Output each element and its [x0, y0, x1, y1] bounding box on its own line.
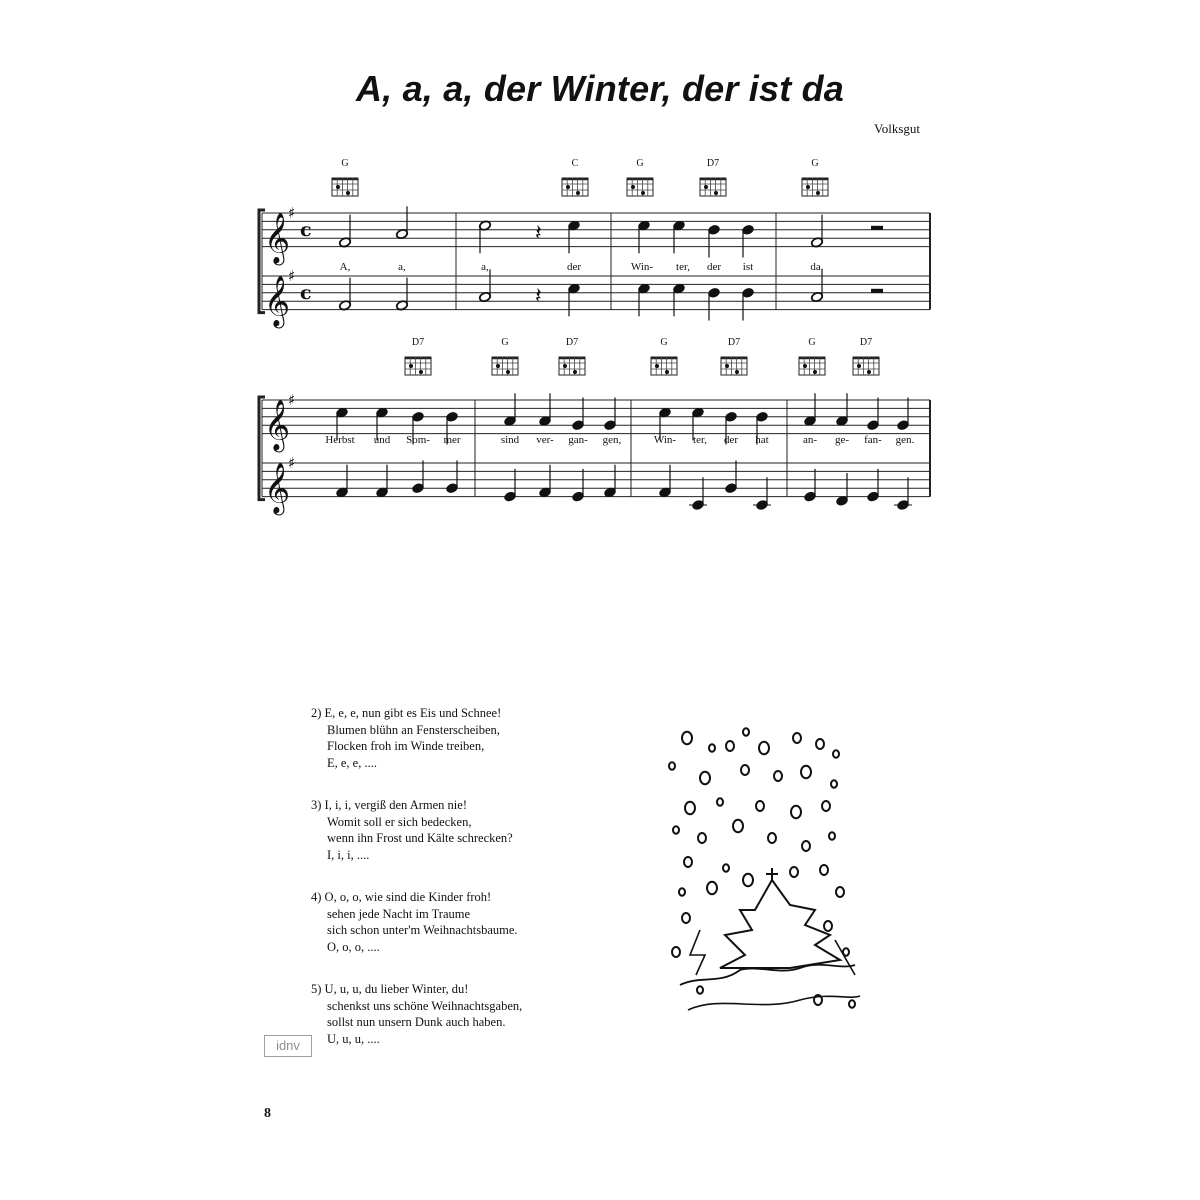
- verse-line: sich schon unter'm Weihnachtsbaume.: [327, 923, 518, 937]
- chord-label: D7: [727, 337, 741, 348]
- treble-clef-icon: 𝄞: [264, 399, 291, 451]
- chord-label: C: [571, 158, 579, 169]
- tree-star: [766, 868, 778, 880]
- verse-line: E, e, e, ....: [327, 755, 377, 770]
- snowflake: [774, 771, 782, 781]
- snowflake: [672, 947, 680, 957]
- lyric-syllable: der: [706, 261, 722, 273]
- verse-number: 4): [311, 890, 322, 904]
- lyric-syllable: fan-: [864, 434, 882, 446]
- lyric-syllable: a,: [398, 261, 406, 273]
- snowflake: [831, 780, 837, 788]
- verse-line: schenkst uns schöne Weihnachtsgaben,: [327, 998, 523, 1013]
- snowflake: [698, 833, 706, 843]
- snowflake: [717, 798, 723, 806]
- snowflake: [836, 887, 844, 897]
- lyric-syllable: ter,: [693, 434, 707, 446]
- chord-label: G: [660, 337, 668, 348]
- verse-line: O, o, o, ....: [327, 939, 380, 954]
- snowflake: [743, 874, 753, 887]
- branch: [835, 940, 855, 975]
- verse-line: E, e, e, nun gibt es Eis und Schnee!: [324, 706, 502, 720]
- lyric-syllable: an-: [802, 434, 818, 446]
- verse-line: sollst nun unsern Dunk auch haben.: [327, 1015, 506, 1029]
- sharp-icon: ♯: [288, 204, 296, 222]
- verse-line: I, i, i, vergiß den Armen nie!: [324, 798, 467, 812]
- snowflake: [743, 728, 749, 736]
- snowflake: [802, 841, 810, 851]
- snowflake: [833, 750, 839, 758]
- chord-label: D7: [565, 337, 579, 348]
- lyric-syllable: da.: [810, 261, 824, 273]
- lyric-syllable: A,: [339, 261, 351, 273]
- treble-clef-icon: 𝄞: [264, 212, 291, 264]
- snowflake: [723, 864, 729, 872]
- snowflake: [726, 741, 734, 751]
- snowflake: [682, 732, 692, 745]
- verse-line: U, u, u, ....: [327, 1031, 380, 1046]
- snowflake: [756, 801, 764, 811]
- small-tree: [690, 930, 705, 975]
- lyric-syllable: und: [373, 434, 391, 446]
- lyric-syllable: der: [566, 261, 582, 273]
- song-title: A, a, a, der Winter, der ist da: [355, 68, 845, 109]
- lyric-syllable: gen,: [602, 434, 622, 446]
- lyric-syllable: hat: [755, 434, 769, 446]
- snowflake: [801, 766, 811, 779]
- snowflake: [824, 921, 832, 931]
- composer-credit: Volksgut: [874, 121, 920, 136]
- chord-label: G: [811, 158, 819, 169]
- common-time-icon: c: [300, 218, 312, 241]
- verse-line: O, o, o, wie sind die Kinder froh!: [324, 890, 492, 904]
- lyric-syllable: Win-: [630, 261, 654, 273]
- verse-number: 5): [311, 982, 322, 996]
- verse-line: wenn ihn Frost und Kälte schrecken?: [327, 831, 513, 845]
- snowflake: [685, 802, 695, 815]
- lyric-syllable: gen.: [895, 434, 915, 446]
- verse-line: sehen jede Nacht im Traume: [327, 906, 471, 921]
- verse-line: I, i, i, ....: [327, 847, 370, 862]
- chord-label: G: [501, 337, 509, 348]
- lyric-syllable: mer: [443, 434, 461, 446]
- snowflake: [697, 986, 703, 994]
- page-number: 8: [264, 1106, 271, 1121]
- chord-label: D7: [706, 158, 720, 169]
- treble-clef-icon: 𝄞: [264, 462, 291, 514]
- lyric-syllable: gan-: [568, 434, 588, 446]
- common-time-icon: c: [300, 281, 312, 304]
- snowflake: [820, 865, 828, 875]
- quarter-rest-icon: 𝄽: [535, 221, 542, 247]
- snowflake: [669, 762, 675, 770]
- lyric-syllable: ge-: [834, 434, 850, 446]
- verse-number: 3): [311, 798, 322, 812]
- snowflake: [682, 913, 690, 923]
- lyric-syllable: der: [723, 434, 739, 446]
- chord-label: G: [808, 337, 816, 348]
- snowflake: [790, 867, 798, 877]
- lyric-syllable: Herbst: [325, 434, 355, 446]
- snowflake: [791, 806, 801, 819]
- verse-line: Blumen blühn an Fensterscheiben,: [327, 722, 500, 737]
- tree-outline: [720, 880, 840, 968]
- snowflake: [733, 820, 743, 833]
- verse-number: 2): [311, 706, 322, 720]
- snowflake: [707, 882, 717, 895]
- verse-line: U, u, u, du lieber Winter, du!: [324, 982, 469, 996]
- snowflake: [709, 744, 715, 752]
- snowflake: [829, 832, 835, 840]
- quarter-rest-icon: 𝄽: [535, 284, 542, 310]
- snowflake: [822, 801, 830, 811]
- treble-clef-icon: 𝄞: [264, 275, 291, 327]
- snow-ground: [688, 996, 860, 1010]
- sharp-icon: ♯: [288, 267, 296, 285]
- lyric-syllable: Win-: [653, 434, 677, 446]
- lyric-syllable: ist: [742, 261, 754, 273]
- chord-label: G: [341, 158, 349, 169]
- snowflake: [700, 772, 710, 785]
- snowflake: [684, 857, 692, 867]
- sharp-icon: ♯: [288, 391, 296, 409]
- snowflake: [793, 733, 801, 743]
- chord-label: D7: [411, 337, 425, 348]
- chord-label: G: [636, 158, 644, 169]
- lyric-syllable: a,: [481, 261, 489, 273]
- snowflake: [679, 888, 685, 896]
- snowflake: [768, 833, 776, 843]
- watermark-badge: idnv: [264, 1035, 312, 1057]
- chord-label: D7: [859, 337, 873, 348]
- snowflake: [849, 1000, 855, 1008]
- lyric-syllable: ter,: [676, 261, 690, 273]
- verse-line: Womit soll er sich bedecken,: [327, 814, 472, 829]
- snowflake: [816, 739, 824, 749]
- snowflake: [759, 742, 769, 755]
- snowflake: [673, 826, 679, 834]
- lyric-syllable: Som-: [406, 434, 430, 446]
- sharp-icon: ♯: [288, 454, 296, 472]
- lyric-syllable: ver-: [536, 434, 554, 446]
- snowflake: [741, 765, 749, 775]
- verse-line: Flocken froh im Winde treiben,: [327, 739, 485, 753]
- lyric-syllable: sind: [500, 434, 520, 446]
